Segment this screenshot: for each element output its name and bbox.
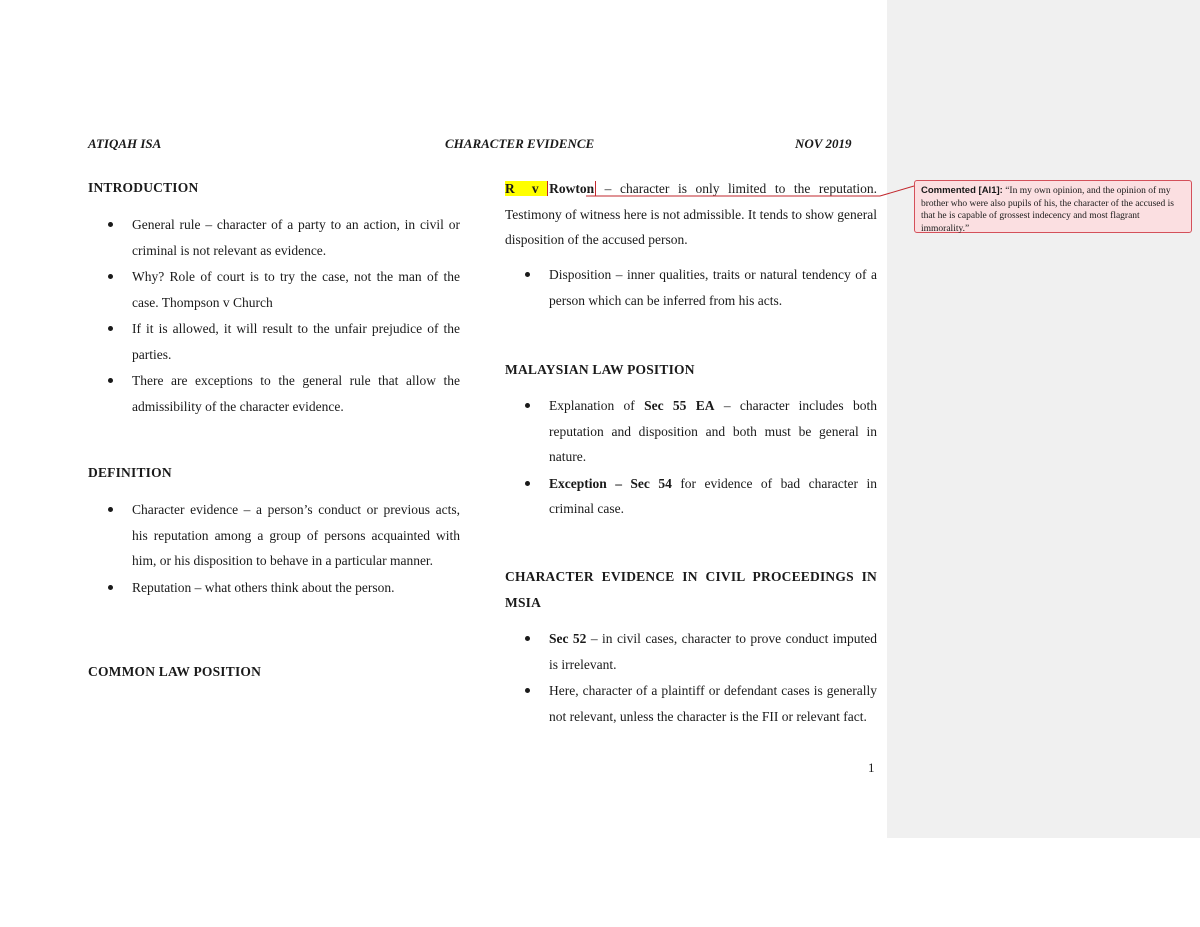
bullet-icon: [525, 272, 530, 277]
list-item: General rule – character of a party to an action, in civil or criminal is not relevant as evidence.: [88, 212, 460, 263]
case-v: v: [531, 181, 539, 196]
list-item: Why? Role of court is to try the case, not the man of the case. Thompson v Church: [88, 264, 460, 315]
comment-text: “In my own opinion, and the opinion of my brother who were also pupils of his, the character of the accused is that he is capable of grossest indecency and most flagrant immorality.”: [921, 186, 1174, 234]
definition-list: [88, 497, 460, 601]
list-item: If it is allowed, it will result to the unfair prejudice of the parties.: [88, 316, 460, 367]
malaysian-list: [505, 393, 877, 523]
comment-pane: [887, 0, 1200, 838]
list-item: Explanation of Sec 55 EA – character includes both reputation and disposition and both must be general in nature.: [505, 393, 877, 470]
list-item: Sec 52 – in civil cases, character to prove conduct imputed is irrelevant.: [505, 626, 877, 677]
comment-label: Commented [AI1]:: [921, 185, 1003, 196]
header-date: NOV 2019: [795, 136, 852, 151]
list-item: Here, character of a plaintiff or defendant cases is generally not relevant, unless the character is the FII or relevant fact.: [505, 678, 877, 729]
rowton-list: [505, 262, 877, 314]
list-item: Character evidence – a person’s conduct or previous acts, his reputation among a group of persons acquainted with him, or his disposition to behave in a particular manner.: [88, 497, 460, 574]
comment-balloon[interactable]: [914, 180, 1192, 233]
list-item: Exception – Sec 54 for evidence of bad character in criminal case.: [505, 471, 877, 522]
bullet-icon: [108, 585, 113, 590]
bullet-icon: [108, 378, 113, 383]
rowton-text: – character is only limited to the reputation. Testimony of witness here is not admissible. It tends to show general disposition of the accused person.: [505, 181, 877, 247]
civil-list: [505, 626, 877, 730]
rowton-paragraph: [505, 176, 877, 253]
list-item: Reputation – what others think about the person.: [88, 575, 460, 601]
bullet-icon: [108, 222, 113, 227]
definition-heading: DEFINITION: [88, 465, 172, 480]
bullet-icon: [525, 403, 530, 408]
bullet-icon: [525, 688, 530, 693]
introduction-heading: INTRODUCTION: [88, 180, 199, 195]
bullet-icon: [525, 481, 530, 486]
case-r: R: [505, 181, 515, 196]
malaysian-heading: MALAYSIAN LAW POSITION: [505, 362, 695, 377]
page-number: 1: [868, 760, 875, 775]
bullet-icon: [108, 326, 113, 331]
civil-heading: CHARACTER EVIDENCE IN CIVIL PROCEEDINGS IN MSIA: [505, 569, 877, 610]
common-law-heading: COMMON LAW POSITION: [88, 664, 262, 679]
bullet-icon: [108, 274, 113, 279]
bullet-icon: [108, 507, 113, 512]
header-title: CHARACTER EVIDENCE: [445, 136, 595, 151]
bullet-icon: [525, 636, 530, 641]
list-item: There are exceptions to the general rule that allow the admissibility of the character evidence.: [88, 368, 460, 419]
comment-anchor[interactable]: Rowton: [549, 181, 595, 196]
list-item: Disposition – inner qualities, traits or natural tendency of a person which can be inferred from his acts.: [505, 262, 877, 313]
introduction-list: [88, 212, 460, 420]
header-author: ATIQAH ISA: [88, 136, 162, 151]
